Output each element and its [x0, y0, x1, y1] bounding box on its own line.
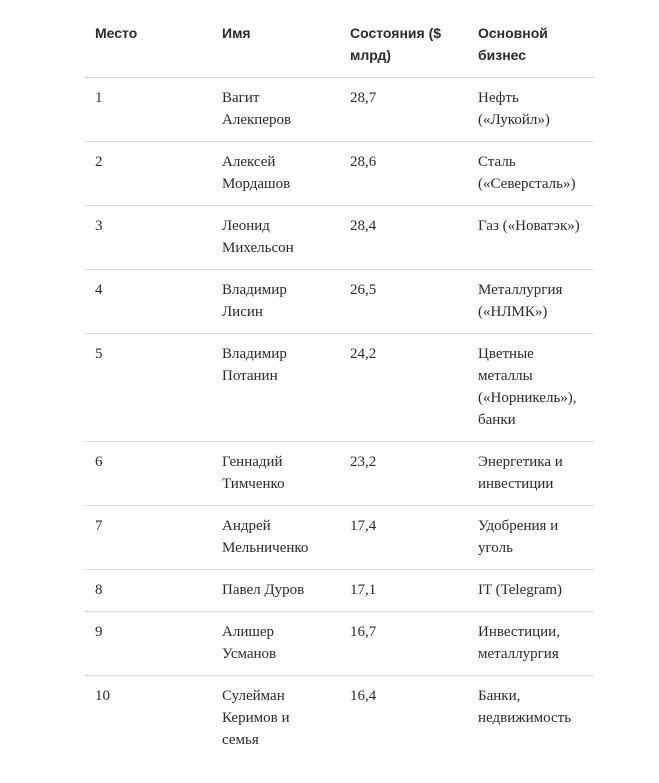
- cell-name: Владимир Потанин: [211, 334, 339, 442]
- cell-business: Энергетика и инвестиции: [467, 442, 594, 506]
- cell-rank: 2: [84, 142, 211, 206]
- cell-business: IT (Telegram): [467, 570, 594, 612]
- cell-rank: 6: [84, 442, 211, 506]
- cell-business: Металлургия («НЛМК»): [467, 270, 594, 334]
- cell-business: Цветные металлы («Норникель»), банки: [467, 334, 594, 442]
- cell-business: Инвестиции, металлургия: [467, 612, 594, 676]
- cell-wealth: 28,7: [339, 78, 467, 142]
- cell-rank: 9: [84, 612, 211, 676]
- cell-business: Банки, недвижимость: [478, 688, 572, 726]
- table-row: [84, 676, 594, 762]
- cell-name: Леонид Михельсон: [211, 206, 339, 270]
- cell-wealth: 17,1: [339, 570, 467, 612]
- cell-wealth: 23,2: [339, 442, 467, 506]
- cell-wealth: 28,4: [339, 206, 467, 270]
- billionaires-table: [84, 0, 594, 761]
- table-row: [84, 78, 594, 142]
- cell-rank: 4: [84, 270, 211, 334]
- table-header-row: [84, 0, 594, 78]
- cell-wealth: 17,4: [339, 506, 467, 570]
- cell-name: Алишер Усманов: [211, 612, 339, 676]
- cell-name: Павел Дуров: [211, 570, 339, 612]
- cell-rank: 5: [84, 334, 211, 442]
- cell-business: Нефть («Лукойл»): [467, 78, 594, 142]
- cell-wealth: 16,4: [350, 688, 377, 704]
- cell-rank: 1: [84, 78, 211, 142]
- table-row: [84, 270, 594, 334]
- cell-name: Вагит Алекперов: [211, 78, 339, 142]
- header-rank: Место: [84, 0, 211, 78]
- cell-name: Алексей Мордашов: [211, 142, 339, 206]
- cell-rank: 10: [95, 688, 110, 704]
- header-business: Основной бизнес: [467, 0, 594, 78]
- cell-wealth: 16,7: [339, 612, 467, 676]
- cell-rank: 3: [84, 206, 211, 270]
- table-row: [84, 570, 594, 612]
- table-row: [84, 442, 594, 506]
- cell-name: Владимир Лисин: [211, 270, 339, 334]
- cell-business: Удобрения и уголь: [467, 506, 594, 570]
- table-row: [84, 334, 594, 442]
- header-name: Имя: [211, 0, 339, 78]
- header-wealth: Состояния ($ млрд): [339, 0, 467, 78]
- cell-wealth: 26,5: [339, 270, 467, 334]
- cell-name: Сулейман Керимов и семья: [222, 688, 290, 748]
- table-row: [84, 206, 594, 270]
- cell-name: Андрей Мельниченко: [211, 506, 339, 570]
- cell-wealth: 24,2: [339, 334, 467, 442]
- table-row: [84, 612, 594, 676]
- cell-rank: 8: [84, 570, 211, 612]
- cell-rank: 7: [84, 506, 211, 570]
- table-row: [84, 142, 594, 206]
- cell-business: Сталь («Северсталь»): [467, 142, 594, 206]
- cell-wealth: 28,6: [339, 142, 467, 206]
- cell-business: Газ («Новатэк»): [467, 206, 594, 270]
- cell-name: Геннадий Тимченко: [211, 442, 339, 506]
- billionaires-table-container: [84, 0, 594, 761]
- table-row: [84, 506, 594, 570]
